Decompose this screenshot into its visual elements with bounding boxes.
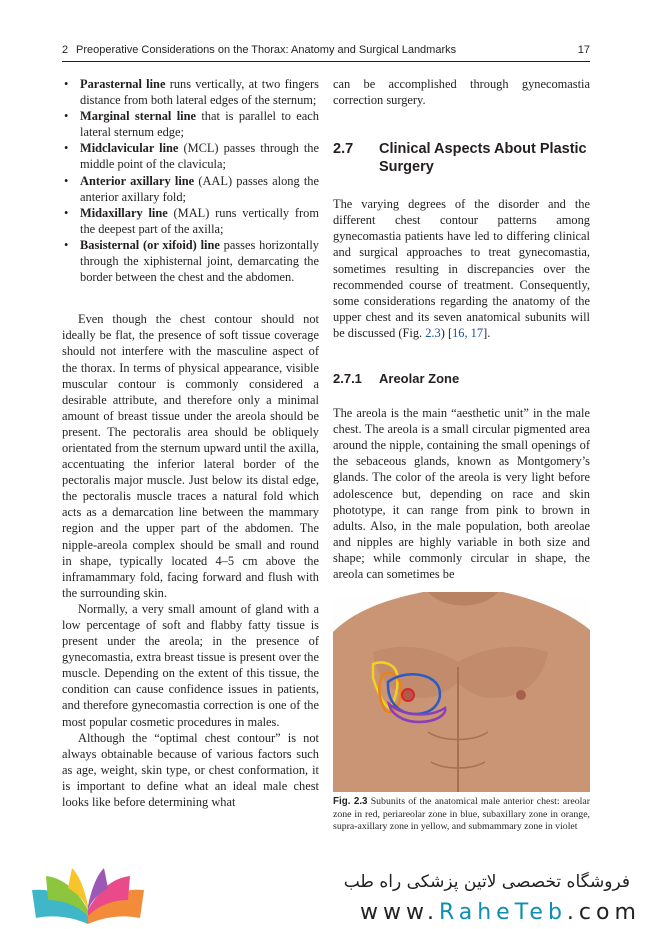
- figure-reference-link[interactable]: 2.3: [425, 325, 441, 340]
- list-term: Parasternal line: [80, 77, 166, 91]
- paragraph: Even though the chest contour should not ideally be flat, the presence of soft tissue coverage should not interfere with the masculine aspect of the thorax. In terms of physical appearance, visible muscular contour is commonly considered a desirable attribute, and therefore only a minimal amount of breast tissue under the areola should be present. The pectoralis area should be obliquely orientated from the sternum upward until the axilla, accentuating the inferior lateral border of the pectoralis major muscle. Just below its distal edge, the pectoralis muscle traces a natural fold which acts as a demarcation line between the mammary region and the upper part of the abdomen. The nipple-areola complex should be small and round in shape, typically located 4–5 cm above the inframammary fold, facing forward and flush with the surrounding skin.: [62, 312, 319, 600]
- list-term: Anterior axillary line: [80, 173, 195, 188]
- paragraph: Although the “optimal chest contour” is not always obtainable because of various factors such as age, weight, skin type, or chest conformation, it is important to define what an ideal male chest looks like before determining what: [62, 730, 319, 810]
- paragraph: The varying degrees of the disorder and the different chest contour patterns among gynecomastia patients have led to differing clinical and surgical approaches to treat gynecomastia, sometimes resulting in discrepancies over the recommended course of treatment. Consequently, some considerations regarding the anatomy of the upper chest and its seven anatomical subunits will be discussed (Fig. 2.3) [16, 17].: [333, 197, 590, 340]
- store-url: www.RaheTeb.com: [360, 900, 641, 925]
- list-text: passes horizontally through the xiphisternal joint, demarcating the border between the chest and the abdomen.: [80, 237, 319, 285]
- chapter-title: Preoperative Considerations on the Thorax: Anatomy and Surgical Landmarks: [76, 44, 457, 56]
- section-heading: [333, 140, 590, 176]
- list-term: Marginal sternal line: [80, 109, 196, 124]
- figure-label: Fig. 2.3: [333, 796, 368, 807]
- list-item: • Marginal sternal line that is parallel to each lateral sternum edge;: [64, 109, 319, 140]
- list-text: (MCL) passes through the middle point of the clavicula;: [80, 141, 319, 172]
- list-text: that is parallel to each lateral sternum edge;: [80, 109, 319, 140]
- caption-text: Subunits of the anatomical male anterior chest: areolar zone in red, periareolar zone in blue, subaxillary zone in orange, supra-axillary zone in yellow, and submammary zone in violet: [333, 796, 590, 833]
- paragraph: Normally, a very small amount of gland with a low percentage of soft and flabby fatty tissue is present under the areola; in the presence of gynecomastia, extra breast tissue is present over the muscle. Depending on the extent of this tissue, the condition can cause confidence issues in patients, and therefore gynecomastia correction is one of the most popular cosmetic procedures in males.: [62, 601, 319, 729]
- paragraph-continuation: can be accomplished through gynecomastia correction surgery.: [333, 77, 590, 108]
- store-name: فروشگاه تخصصی لاتین پزشکی راه طب: [343, 872, 630, 892]
- list-item: • Midaxillary line (MAL) runs vertically from the deepest part of the axilla;: [64, 205, 319, 236]
- list-text: (MAL) runs vertically from the deepest part of the axilla;: [80, 205, 319, 236]
- chapter-number: 2: [62, 44, 69, 56]
- left-column: [62, 76, 319, 810]
- areolar-zone: [402, 689, 414, 701]
- chest-illustration: [333, 592, 590, 792]
- list-item: • Parasternal line runs vertically, at two fingers distance from both lateral edges of the sternum;: [64, 77, 319, 108]
- section-title: Clinical Aspects About Plastic Surgery: [379, 141, 587, 176]
- subsection-number: 2.7.1: [333, 371, 362, 387]
- chest-figure: [333, 592, 590, 792]
- subsection-heading: [333, 371, 590, 387]
- list-text: (AAL) passes along the anterior axillary fold;: [80, 173, 319, 204]
- paragraph: The areola is the main “aesthetic unit” in the male chest. The areola is a small circular pigmented area around the nipple, containing the small openings of the sebaceous glands, known as Montgomery’s glands. The color of the areola is very light before adolescence but, depending on race and skin phototype, it can range from pink to brown in adults. Also, in the male population, both areolae and nipples are highly variable in both size and shape; while commonly circular in shape, the areola can sometimes be: [333, 406, 590, 581]
- list-item: • Anterior axillary line (AAL) passes along the anterior axillary fold;: [64, 173, 319, 204]
- section-number: 2.7: [333, 141, 354, 158]
- subsection-title: Areolar Zone: [379, 371, 460, 387]
- citation-link[interactable]: 16, 17: [452, 325, 484, 340]
- list-item: • Basisternal (or xifoid) line passes horizontally through the xiphisternal joint, demarcating the border between the chest and the abdomen.: [64, 237, 319, 285]
- list-term: Midclavicular line: [80, 141, 179, 156]
- figure-caption: [333, 796, 590, 834]
- torso-shape: [333, 592, 590, 792]
- book-logo-icon: [28, 866, 148, 926]
- list-text: runs vertically, at two fingers distance from both lateral edges of the sternum;: [80, 77, 319, 108]
- page-number: 17: [577, 44, 590, 56]
- landmark-list: [62, 76, 319, 285]
- list-item: • Midclavicular line (MCL) passes through the middle point of the clavicula;: [64, 141, 319, 172]
- right-column: [333, 76, 590, 582]
- header-rule: [62, 61, 590, 62]
- list-term: Midaxillary line: [80, 205, 168, 220]
- list-term: Basisternal (or xifoid) line: [80, 237, 220, 252]
